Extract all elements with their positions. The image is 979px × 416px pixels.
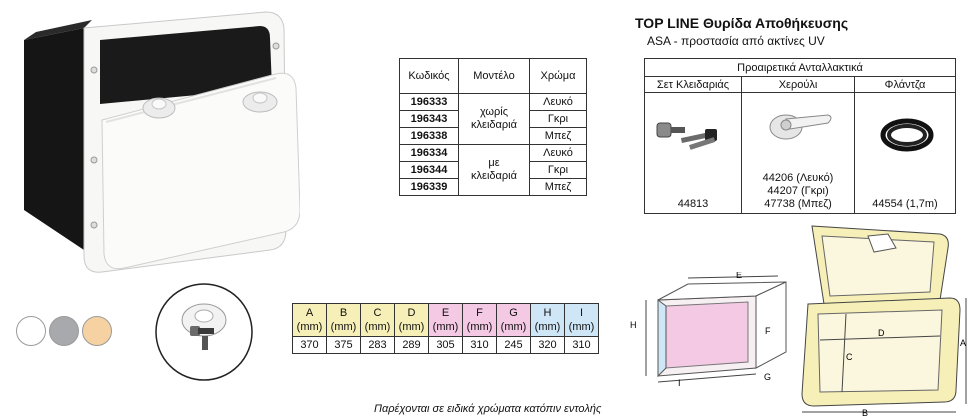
dimension-label: E <box>441 307 450 319</box>
model-line: κλειδαριά <box>471 170 517 182</box>
page-title: TOP LINE Θυρίδα Αποθήκευσης <box>635 15 849 31</box>
dim-label-I: I <box>678 378 681 388</box>
color-cell: Μπεζ <box>530 179 587 196</box>
accessory-name: Φλάντζα <box>855 77 956 93</box>
color-cell: Λευκό <box>530 94 587 111</box>
page-subtitle: ASA - προστασία από ακτίνες UV <box>647 34 825 48</box>
model-cell <box>459 145 530 196</box>
dimension-value: 283 <box>361 337 395 354</box>
dimension-unit: (mm) <box>364 321 391 333</box>
dimension-unit: (mm) <box>466 321 493 333</box>
code-cell: 196333 <box>400 94 459 111</box>
table-row <box>400 145 587 162</box>
accessory-code: 44554 (1,7m) <box>872 198 938 210</box>
accessory-name: Σετ Κλειδαριάς <box>645 77 742 93</box>
dimension-value: 310 <box>565 337 599 354</box>
dimension-value: 370 <box>293 337 327 354</box>
dim-label-D: D <box>878 328 885 338</box>
accessory-code: 44207 (Γκρι) <box>767 185 829 197</box>
color-cell: Λευκό <box>530 145 587 162</box>
accessories-table <box>644 58 956 214</box>
gasket-icon <box>879 115 935 155</box>
accessory-code: 47738 (Μπεζ) <box>764 198 832 210</box>
dimension-label: A <box>305 307 314 319</box>
dimension-value: 245 <box>497 337 531 354</box>
dimension-header <box>463 304 497 337</box>
swatch-white <box>16 316 46 346</box>
dimension-label: F <box>476 307 483 319</box>
dimension-label: C <box>373 307 382 319</box>
dimension-header <box>327 304 361 337</box>
dimension-unit: (mm) <box>296 321 323 333</box>
dim-label-A: A <box>960 338 967 348</box>
dimension-label: B <box>339 307 348 319</box>
box-dimension-diagram <box>628 272 788 392</box>
swatch-beige <box>82 316 112 346</box>
color-cell: Γκρι <box>530 162 587 179</box>
dimensions-table <box>292 303 599 354</box>
model-line: χωρίς <box>479 106 509 118</box>
header-color: Χρώμα <box>530 59 587 94</box>
accessory-code: 44206 (Λευκό) <box>762 172 834 184</box>
model-table <box>399 58 587 196</box>
dimension-header <box>429 304 463 337</box>
dim-label-F: F <box>765 326 771 336</box>
model-cell <box>459 94 530 145</box>
header-code: Κωδικός <box>400 59 459 94</box>
model-line: με <box>488 157 500 169</box>
product-photo <box>14 10 300 275</box>
model-line: κλειδαριά <box>471 119 517 131</box>
dim-label-E: E <box>736 272 743 280</box>
dim-label-B: B <box>862 408 869 416</box>
table-row <box>400 94 587 111</box>
code-cell: 196344 <box>400 162 459 179</box>
dimension-header <box>395 304 429 337</box>
dimension-value: 310 <box>463 337 497 354</box>
dimension-label: G <box>509 307 518 319</box>
accessory-handle <box>742 93 855 214</box>
dimension-unit: (mm) <box>500 321 527 333</box>
accessory-code: 44813 <box>677 198 709 210</box>
color-cell: Γκρι <box>530 111 587 128</box>
dimension-value: 305 <box>429 337 463 354</box>
dimension-label: D <box>407 307 416 319</box>
dimension-unit: (mm) <box>432 321 459 333</box>
footnote: Παρέχονται σε ειδικά χρώματα κατόπιν εντολής <box>374 403 602 415</box>
dimension-unit: (mm) <box>330 321 357 333</box>
handle-icon <box>766 105 836 143</box>
dimension-unit: (mm) <box>398 321 425 333</box>
hatch-dimension-diagram <box>790 222 975 416</box>
header-model: Μοντέλο <box>459 59 530 94</box>
accessory-lockset <box>645 93 742 214</box>
dimension-header <box>293 304 327 337</box>
dimension-value: 320 <box>531 337 565 354</box>
code-cell: 196338 <box>400 128 459 145</box>
dimension-header <box>361 304 395 337</box>
color-cell: Μπεζ <box>530 128 587 145</box>
dim-label-G: G <box>764 372 772 382</box>
dim-label-H: H <box>630 320 637 330</box>
swatch-grey <box>49 316 79 346</box>
dimension-unit: (mm) <box>568 321 595 333</box>
accessories-title: Προαιρετικά Ανταλλακτικά <box>645 59 956 77</box>
lock-closeup-photo <box>154 280 254 385</box>
dimension-header <box>565 304 599 337</box>
dimension-label: H <box>543 307 552 319</box>
lockset-icon <box>653 113 733 153</box>
code-cell: 196343 <box>400 111 459 128</box>
code-cell: 196334 <box>400 145 459 162</box>
code-cell: 196339 <box>400 179 459 196</box>
dimension-value: 289 <box>395 337 429 354</box>
dimension-header <box>531 304 565 337</box>
dimension-unit: (mm) <box>534 321 561 333</box>
dimension-header <box>497 304 531 337</box>
dim-label-C: C <box>846 352 853 362</box>
dimension-label: I <box>579 307 584 319</box>
accessory-name: Χερούλι <box>742 77 855 93</box>
accessory-gasket <box>855 93 956 214</box>
dimension-value: 375 <box>327 337 361 354</box>
